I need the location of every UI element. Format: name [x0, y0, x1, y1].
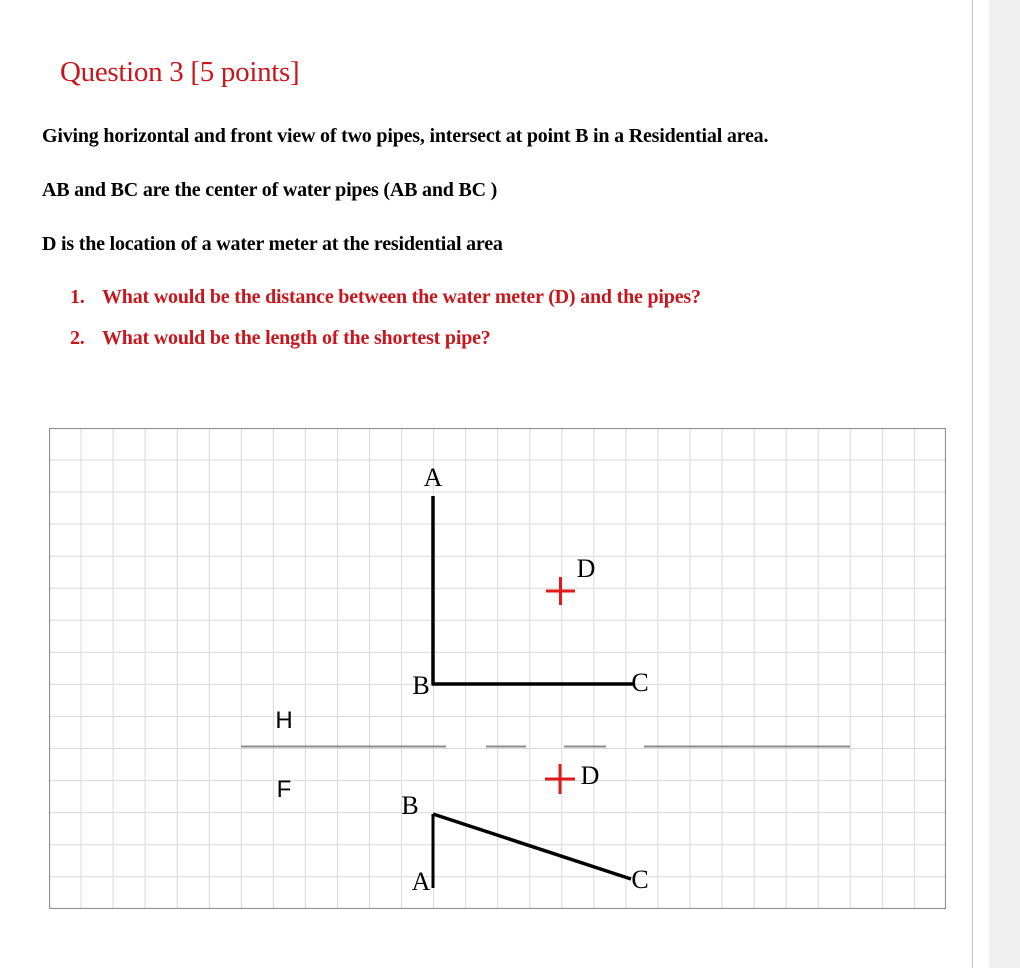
pipes-description: AB and BC are the center of water pipes (AB and BC ) [42, 179, 498, 201]
top-label-d: D [576, 554, 596, 583]
question-item-1 [70, 286, 701, 327]
fold-label-h: H [275, 707, 293, 734]
question-title: Question 3 [5 points] [60, 56, 300, 88]
question-list [70, 286, 701, 368]
question-item-2 [70, 327, 701, 368]
question-number: 2. [70, 327, 85, 349]
question-number: 1. [70, 286, 85, 308]
scrollbar-track[interactable] [989, 0, 1020, 968]
water-meter-description: D is the location of a water meter at the residential area [42, 233, 503, 255]
front-label-a: A [411, 867, 431, 896]
question-text: What would be the length of the shortest pipe? [102, 327, 491, 349]
top-label-b: B [412, 671, 430, 700]
top-label-a: A [423, 463, 443, 492]
fold-label-f: F [276, 776, 292, 803]
front-label-d: D [580, 761, 600, 790]
question-text: What would be the distance between the water meter (D) and the pipes? [102, 286, 701, 308]
right-gutter [973, 0, 989, 968]
left-margin [0, 0, 23, 968]
question-description: Giving horizontal and front view of two pipes, intersect at point B in a Residential area. [42, 125, 769, 147]
front-label-c: C [631, 865, 649, 894]
front-label-b: B [401, 791, 419, 820]
diagram-svg [49, 428, 946, 909]
orthographic-diagram [49, 428, 946, 909]
top-label-c: C [631, 668, 649, 697]
